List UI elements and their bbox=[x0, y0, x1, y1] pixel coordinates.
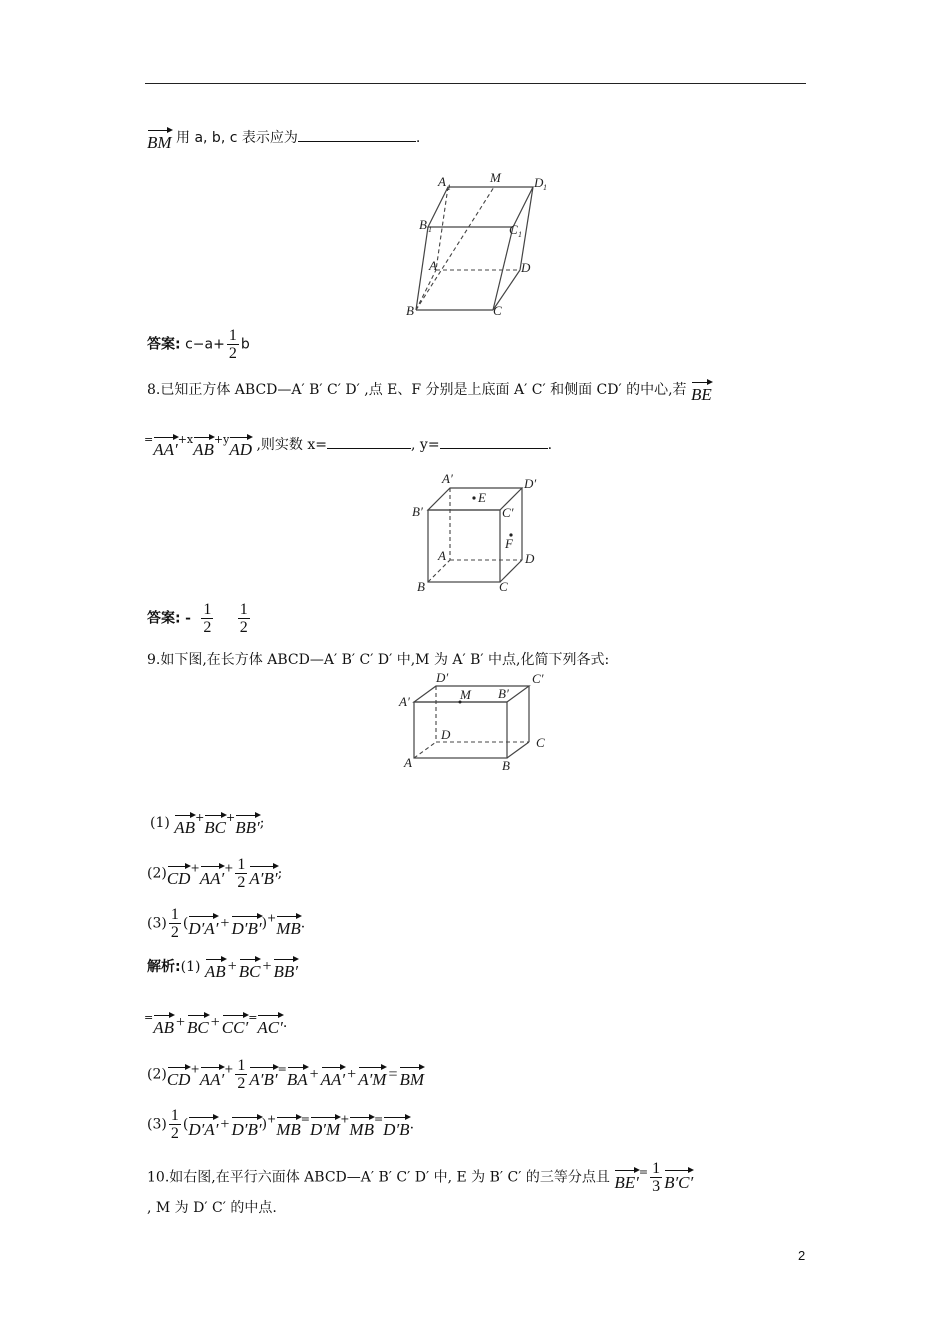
fraction: $\frac{1}{2}$ bbox=[170, 1107, 179, 1142]
fraction: $\frac{1}{3}$ bbox=[652, 1160, 661, 1195]
sub-c1: 1 bbox=[518, 230, 522, 239]
edge-b1-b bbox=[416, 227, 428, 310]
label-b: B bbox=[417, 579, 425, 594]
label-c1: C bbox=[509, 222, 518, 237]
vector: BC bbox=[187, 1013, 209, 1037]
front-face bbox=[414, 702, 507, 758]
answer-label: 答案: bbox=[147, 610, 181, 627]
vector: AB bbox=[174, 813, 195, 837]
label-e: E bbox=[478, 490, 486, 505]
label-bp: B′ bbox=[498, 686, 509, 701]
label-c: C bbox=[493, 303, 502, 318]
q9-text: 9.如下图,在长方体 ABCD—A′ B′ C′ D′ 中,M 为 A′ B′ 中点,化简下列各式: bbox=[147, 652, 610, 668]
vector: MB bbox=[276, 914, 301, 938]
vector: D′A′ bbox=[188, 1115, 218, 1139]
q9-part2: (2)CD+AA′+ $\frac{1}{2}$ A′B′; bbox=[147, 856, 283, 891]
q7-answer bbox=[147, 327, 250, 362]
vector: BC bbox=[239, 957, 261, 981]
label-b: B bbox=[502, 758, 510, 773]
vector: AC′ bbox=[257, 1013, 282, 1037]
q7-text: 用 a, b, c 表示应为 bbox=[176, 130, 298, 146]
label-c: C bbox=[499, 579, 508, 594]
solution-1b: =AB + BC + CC′=AC′. bbox=[144, 1011, 288, 1037]
q8-tail: ,则实数 x= bbox=[256, 437, 328, 453]
vector-ad: AD bbox=[229, 435, 252, 459]
solution-2: (2)CD+AA′+ $\frac{1}{2}$ A′B′=BA + AA′ + A′M = BM bbox=[147, 1057, 425, 1092]
vector: D′M bbox=[310, 1115, 340, 1139]
q7-blank bbox=[298, 129, 416, 142]
sub-d1: 1 bbox=[543, 183, 547, 192]
vector: MB bbox=[276, 1115, 301, 1139]
q8-line2: $^=AA'^{+x}AB^{+y}AD$ ,则实数 x= , y= . bbox=[144, 433, 553, 459]
answer-fraction-1: $\frac{1}{2}$ bbox=[203, 601, 212, 636]
vector: AB bbox=[205, 957, 226, 981]
label-ap: A′ bbox=[442, 471, 453, 486]
label-a: A bbox=[429, 258, 437, 273]
vector-be: BE′ bbox=[614, 1168, 639, 1192]
label-bp: B′ bbox=[412, 504, 423, 519]
vector: A′B′ bbox=[249, 864, 277, 888]
vector-be: BE bbox=[691, 380, 712, 404]
q8-answer: 答案: - $\frac{1}{2}$ $\frac{1}{2}$ bbox=[147, 601, 248, 636]
vector-bc: B′C′ bbox=[664, 1168, 693, 1192]
segment-bm bbox=[416, 187, 494, 310]
label-c: C bbox=[536, 735, 545, 750]
answer-fraction: $\frac{1}{2}$ bbox=[228, 327, 237, 362]
label-dp: D′ bbox=[436, 670, 449, 685]
label-cp: C′ bbox=[502, 505, 514, 520]
answer-part-a: c−a+ bbox=[185, 336, 225, 353]
page-number: 2 bbox=[798, 1248, 806, 1263]
vector: CD bbox=[167, 864, 191, 888]
x-blank bbox=[327, 436, 411, 449]
label-dp: D′ bbox=[524, 476, 537, 491]
top-face bbox=[428, 187, 533, 227]
header-rule bbox=[145, 83, 806, 84]
vector: D′A′ bbox=[188, 914, 218, 938]
label-d1: D bbox=[534, 175, 544, 190]
vector: BB′ bbox=[235, 813, 260, 837]
label-b1: B bbox=[419, 217, 427, 232]
label-a1: A bbox=[438, 174, 446, 189]
solution-3: (3) $\frac{1}{2}$ (D′A′ + D′B′)+MB=D′M+MB=D′B. bbox=[147, 1107, 415, 1142]
vector: CD bbox=[167, 1065, 191, 1089]
answer-label: 答案: bbox=[147, 336, 181, 353]
solution-1: 解析:(1) AB + BC + BB′ bbox=[147, 958, 298, 981]
label-d: D bbox=[525, 551, 535, 566]
fraction: $\frac{1}{2}$ bbox=[237, 1057, 246, 1092]
label-m: M bbox=[490, 170, 501, 185]
q9-part1: (1) AB+BC+BB′; bbox=[150, 811, 265, 837]
vector: BA bbox=[287, 1065, 308, 1089]
q10-line2: , M 为 D′ C′ 的中点. bbox=[147, 1200, 277, 1216]
vector: CC′ bbox=[222, 1013, 248, 1037]
label-b: B bbox=[406, 303, 414, 318]
label-cp: C′ bbox=[532, 671, 544, 686]
y-blank bbox=[440, 436, 548, 449]
cube-figure-q8 bbox=[400, 470, 550, 598]
fraction: $\frac{1}{2}$ bbox=[237, 856, 246, 891]
label-m: M bbox=[460, 687, 471, 702]
vector-aa: AA′ bbox=[153, 435, 178, 459]
q10-text: 10.如右图,在平行六面体 ABCD—A′ B′ C′ D′ 中, E 为 B′ C′ 的三等分点且 bbox=[147, 1169, 610, 1186]
cuboid-figure-q9 bbox=[396, 668, 556, 776]
answer-fraction-2: $\frac{1}{2}$ bbox=[239, 601, 248, 636]
q10-line1: 10.如右图,在平行六面体 ABCD—A′ B′ C′ D′ 中, E 为 B′ C′ 的三等分点且 BE′= $\frac{1}{3}$ B′C′ bbox=[147, 1160, 694, 1195]
vector: AA′ bbox=[321, 1065, 346, 1089]
vector: A′B′ bbox=[249, 1065, 277, 1089]
vector: D′B′ bbox=[231, 1115, 261, 1139]
q7-line: BM 用 a, b, c 表示应为 . bbox=[147, 130, 421, 152]
vector: BM bbox=[399, 1065, 424, 1089]
vector: MB bbox=[349, 1115, 374, 1139]
vector: D′B′ bbox=[231, 914, 261, 938]
vector: AB bbox=[153, 1013, 174, 1037]
q9-part3: (3) $\frac{1}{2}$ (D′A′ + D′B′)+MB. bbox=[147, 906, 306, 941]
vector: BC bbox=[204, 813, 226, 837]
vector: AA′ bbox=[200, 1065, 225, 1089]
answer-part-b: b bbox=[240, 336, 250, 353]
label-a: A bbox=[404, 755, 412, 770]
vector: BB′ bbox=[273, 957, 298, 981]
label-d: D bbox=[521, 260, 531, 275]
point-e bbox=[472, 496, 475, 499]
vector: A′M bbox=[358, 1065, 386, 1089]
vector: D′B bbox=[383, 1115, 409, 1139]
label-ap: A′ bbox=[399, 694, 410, 709]
fraction: $\frac{1}{2}$ bbox=[170, 906, 179, 941]
q8-line1 bbox=[147, 380, 712, 404]
vector-ab: AB bbox=[193, 435, 214, 459]
label-a: A bbox=[438, 548, 446, 563]
vector: AA′ bbox=[200, 864, 225, 888]
edge-c1-c bbox=[493, 227, 513, 310]
solution-label: 解析: bbox=[147, 959, 181, 975]
label-f: F bbox=[505, 536, 513, 551]
q8-text: 8.已知正方体 ABCD—A′ B′ C′ D′ ,点 E、F 分别是上底面 A′ C′ 和侧面 CD′ 的中心,若 bbox=[147, 382, 687, 398]
vector-bm: BM bbox=[147, 128, 172, 152]
sub-b1: 1 bbox=[428, 225, 432, 234]
sub-a1: 1 bbox=[447, 183, 451, 192]
label-d: D bbox=[441, 727, 451, 742]
parallelepiped-figure-q7 bbox=[398, 170, 558, 320]
